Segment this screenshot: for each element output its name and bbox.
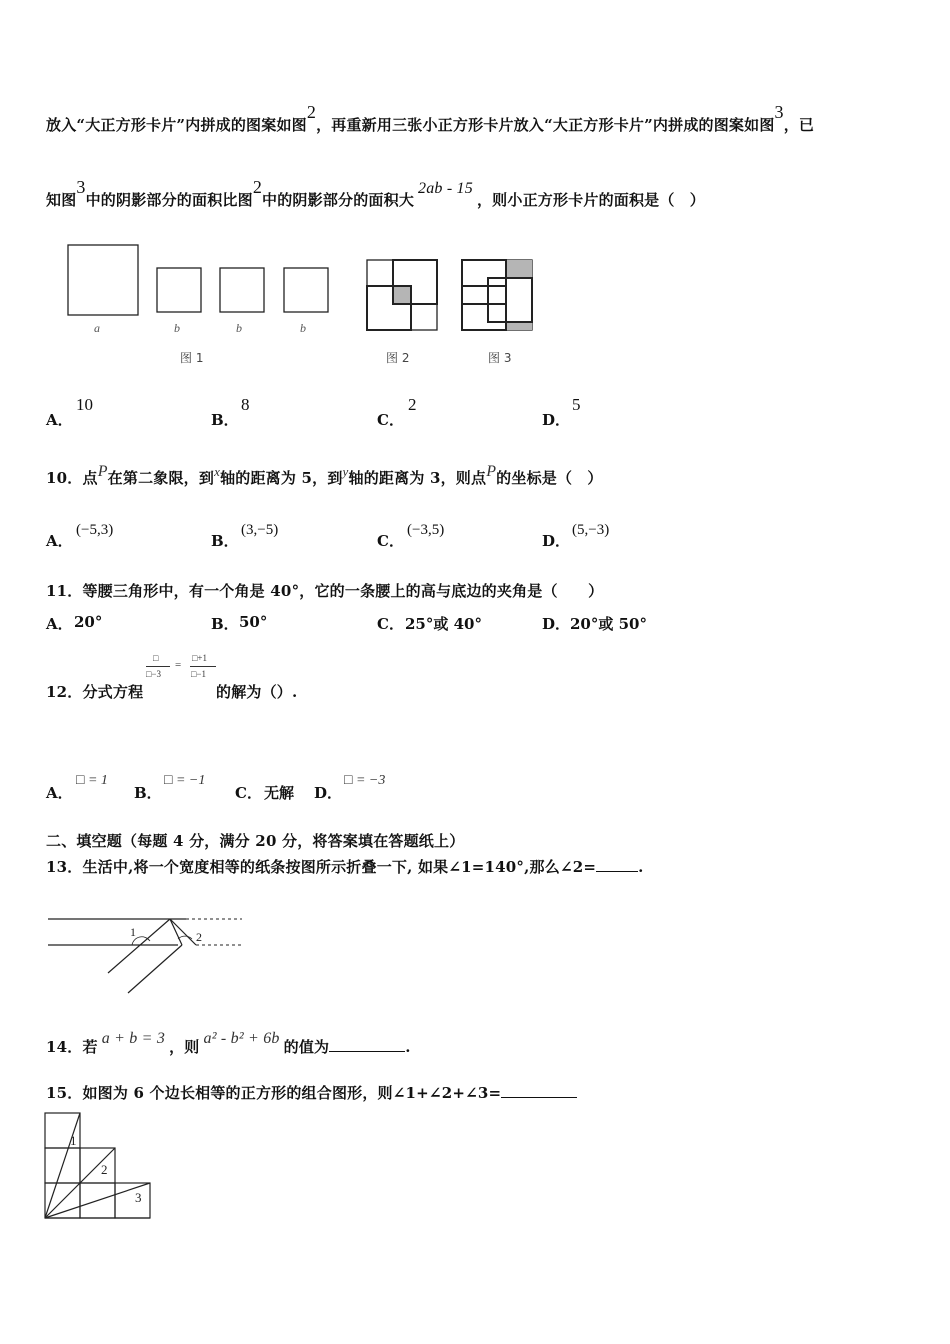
option-value: 20°或 50° bbox=[570, 615, 647, 633]
frac1-num: □ bbox=[153, 653, 159, 663]
option-letter[interactable]: D． bbox=[542, 411, 571, 429]
q13-text: 13．生活中,将一个宽度相等的纸条按图所示折叠一下, 如果∠1=140°,那么∠2= bbox=[46, 858, 597, 876]
fraction-equation bbox=[145, 653, 217, 685]
q12-stem-end: 的解为（）. bbox=[216, 683, 298, 701]
card-label: b bbox=[174, 321, 180, 335]
frac2-num: □+1 bbox=[192, 653, 208, 663]
fig2-shaded bbox=[393, 286, 411, 304]
q14-text: ，则 bbox=[169, 1038, 200, 1056]
section-heading: 二、填空题（每题 4 分，满分 20 分，将答案填在答题纸上） bbox=[46, 832, 465, 850]
option-letter[interactable]: D． bbox=[542, 532, 571, 550]
q14-text: . bbox=[405, 1038, 411, 1056]
variable: y bbox=[342, 464, 349, 479]
q11-stem: 11．等腰三角形中，有一个角是 40°，它的一条腰上的高与底边的夹角是（ ） bbox=[46, 582, 604, 600]
option-letter[interactable]: B． bbox=[134, 784, 162, 802]
card-small-b bbox=[220, 268, 264, 312]
angle-label: 1 bbox=[130, 925, 136, 939]
q10-text: 10．点 bbox=[46, 469, 98, 487]
q10-text: 轴的距离为 5，到 bbox=[220, 469, 343, 487]
option-value: 5 bbox=[572, 395, 581, 414]
equals: = bbox=[175, 659, 182, 671]
answer-blank[interactable] bbox=[501, 1083, 577, 1098]
option-letter[interactable]: B． bbox=[211, 615, 239, 633]
option-letter[interactable]: B． bbox=[211, 532, 239, 550]
fig3-shaded bbox=[506, 322, 532, 330]
option-value: 10 bbox=[76, 395, 93, 414]
q9-text: 知图 bbox=[46, 191, 77, 209]
option-value: 50° bbox=[239, 613, 268, 631]
q10-text: 轴的距离为 3，则点 bbox=[348, 469, 487, 487]
card-label: b bbox=[236, 321, 242, 335]
q9-text: ，已 bbox=[783, 116, 815, 134]
variable: P bbox=[97, 463, 108, 480]
card-large-a bbox=[68, 245, 138, 315]
option-letter[interactable]: D． bbox=[542, 615, 571, 633]
q9-text: ，则小正方形卡片的面积是（ ） bbox=[476, 191, 705, 209]
frac1-den: □−3 bbox=[146, 669, 162, 679]
figure-caption: 图 2 bbox=[386, 351, 410, 365]
angle-label: 2 bbox=[101, 1162, 108, 1177]
fig-ref: 3 bbox=[76, 177, 86, 197]
option-letter[interactable]: A． bbox=[46, 411, 73, 429]
q14-text: 14．若 bbox=[46, 1038, 98, 1056]
figure-caption: 图 1 bbox=[180, 351, 204, 365]
angle-label: 2 bbox=[196, 930, 202, 944]
option-letter[interactable]: A． bbox=[46, 615, 73, 633]
option-value: (5,−3) bbox=[572, 522, 610, 538]
math-expression: a + b = 3 bbox=[101, 1030, 166, 1047]
option-letter[interactable]: C． bbox=[377, 532, 404, 550]
q9-text: ，再重新用三张小正方形卡片放入“大正方形卡片”内拼成的图案如图 bbox=[316, 116, 775, 134]
variable: P bbox=[486, 463, 497, 480]
fig3-card-2 bbox=[488, 278, 532, 322]
fig3-card-1 bbox=[462, 260, 506, 304]
q9-text: 中的阴影部分的面积比图 bbox=[85, 191, 253, 209]
frac1-bar bbox=[146, 666, 170, 667]
card-label: a bbox=[94, 321, 100, 335]
option-value: □ = −1 bbox=[164, 773, 206, 788]
angle-label: 1 bbox=[70, 1133, 77, 1148]
q14-text: 的值为 bbox=[283, 1038, 330, 1056]
option-value: (3,−5) bbox=[241, 522, 279, 538]
q13-text: . bbox=[638, 858, 644, 876]
option-value: (−5,3) bbox=[76, 522, 114, 538]
angle-label: 3 bbox=[135, 1190, 142, 1205]
q15-stem bbox=[46, 1082, 577, 1103]
option-letter[interactable]: A． bbox=[46, 532, 73, 550]
fig-ref: 2 bbox=[252, 177, 263, 197]
card-small-b bbox=[157, 268, 201, 312]
fig3-card-3 bbox=[462, 286, 506, 330]
variable: x bbox=[214, 464, 221, 479]
option-letter[interactable]: B． bbox=[211, 411, 239, 429]
q13-figure bbox=[46, 913, 246, 993]
option-value: 8 bbox=[241, 395, 250, 414]
option-value: 无解 bbox=[264, 784, 295, 802]
q13-stem bbox=[46, 856, 644, 877]
option-value: □ = −3 bbox=[344, 773, 386, 788]
fig-ref: 2 bbox=[306, 102, 317, 122]
q9-line2 bbox=[46, 177, 705, 210]
frac2-den: □−1 bbox=[191, 669, 207, 679]
q14-stem bbox=[46, 1030, 411, 1057]
option-letter[interactable]: C． bbox=[377, 411, 404, 429]
q10-text: 在第二象限，到 bbox=[107, 469, 215, 487]
math-expression: 2ab - 15 bbox=[418, 180, 473, 197]
q10-stem bbox=[46, 463, 603, 488]
option-value: (−3,5) bbox=[407, 522, 445, 538]
figure-caption: 图 3 bbox=[488, 351, 512, 365]
q10-text: 的坐标是（ ） bbox=[496, 469, 603, 487]
option-value: 25°或 40° bbox=[405, 615, 482, 633]
q15-text: 15．如图为 6 个边长相等的正方形的组合图形，则∠1+∠2+∠3= bbox=[46, 1084, 502, 1102]
answer-blank[interactable] bbox=[329, 1037, 405, 1052]
q9-text: 中的阴影部分的面积大 bbox=[262, 191, 415, 209]
option-value: 20° bbox=[74, 613, 103, 631]
fig3-shaded bbox=[506, 260, 532, 278]
option-letter[interactable]: C． bbox=[377, 615, 404, 633]
q9-text: 放入“大正方形卡片”内拼成的图案如图 bbox=[46, 116, 307, 134]
option-letter[interactable]: D． bbox=[314, 784, 343, 802]
q9-line1 bbox=[46, 102, 815, 135]
option-value: 2 bbox=[408, 395, 417, 414]
option-letter[interactable]: A． bbox=[46, 784, 73, 802]
card-small-b bbox=[284, 268, 328, 312]
option-letter[interactable]: C． bbox=[235, 784, 262, 802]
answer-blank[interactable] bbox=[596, 857, 638, 872]
q12-stem-start: 12．分式方程 bbox=[46, 683, 144, 701]
option-value: □ = 1 bbox=[76, 773, 108, 788]
card-label: b bbox=[300, 321, 306, 335]
frac2-bar bbox=[190, 666, 216, 667]
math-expression: a² - b² + 6b bbox=[203, 1030, 280, 1047]
fig-ref: 3 bbox=[774, 102, 784, 122]
